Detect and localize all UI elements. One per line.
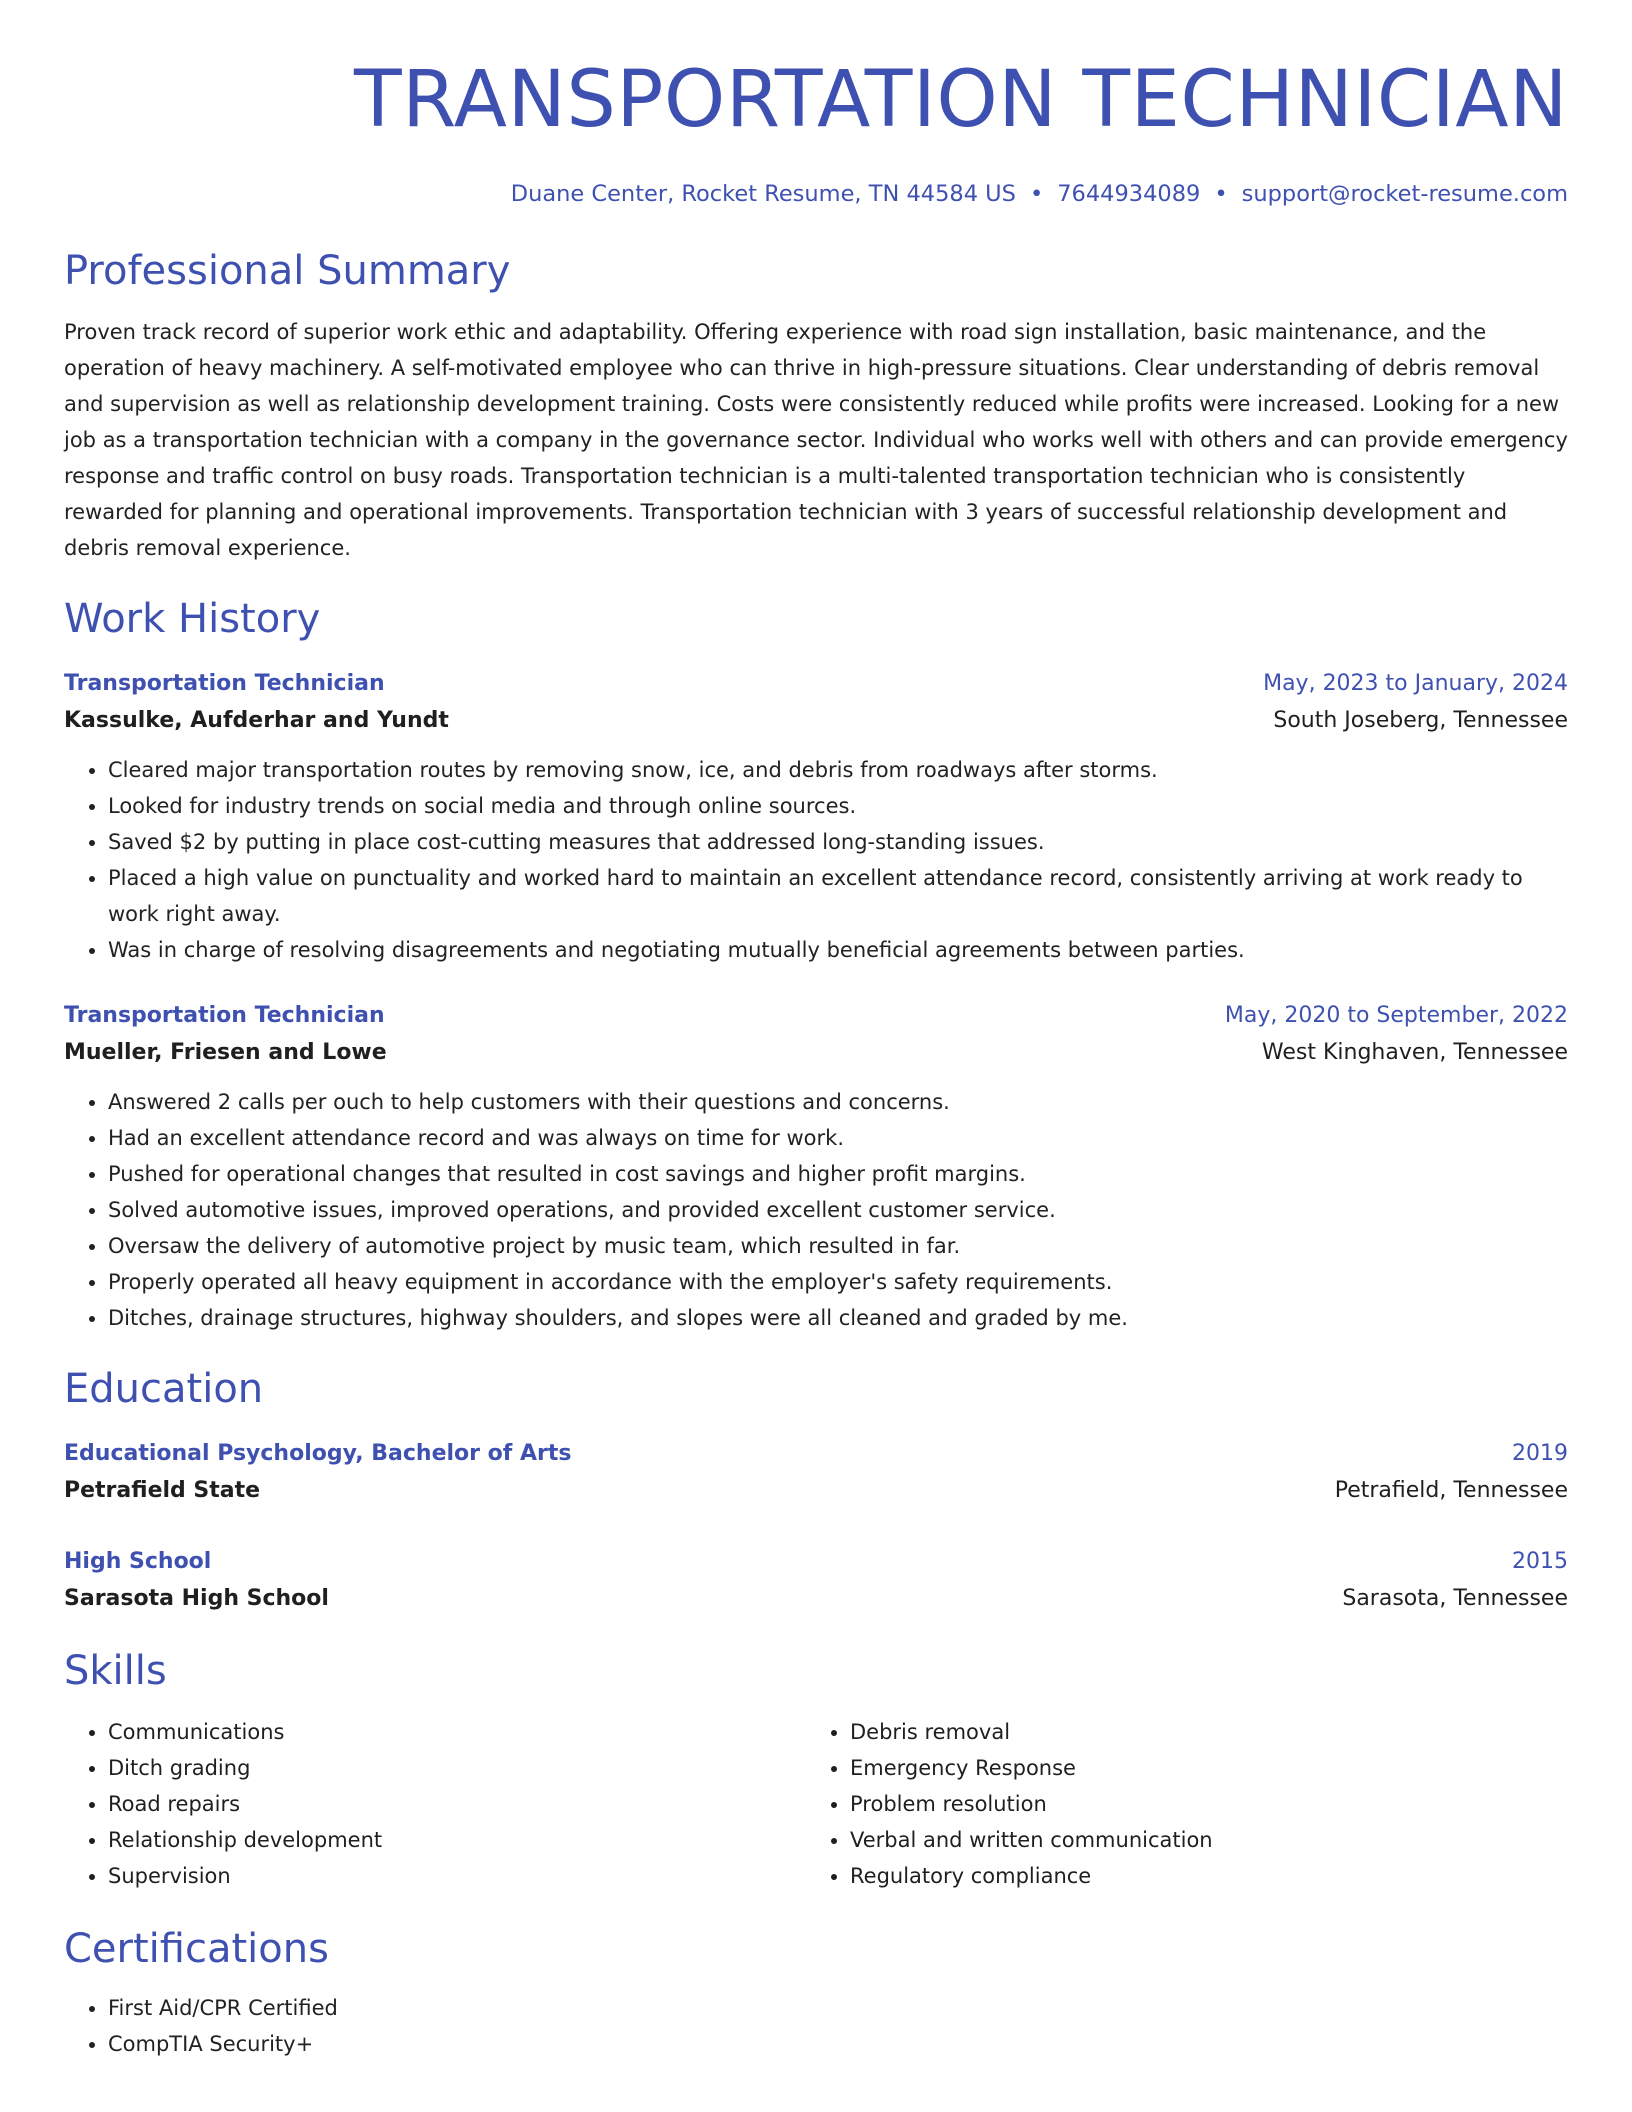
skill-item: • Debris removal: [850, 1714, 1548, 1750]
job-role: Transportation Technician: [64, 1003, 385, 1028]
work-history-heading: Work History: [64, 596, 321, 642]
education-year: 2019: [1512, 1441, 1568, 1466]
skill-item: • Problem resolution: [850, 1786, 1548, 1822]
skill-item: • Regulatory compliance: [850, 1858, 1548, 1894]
education-entry: [64, 1544, 1568, 1618]
skill-item: • Verbal and written communication: [850, 1822, 1548, 1858]
contact-email[interactable]: support@rocket-resume.com: [1241, 181, 1568, 207]
education-section: [64, 1364, 1568, 1618]
education-location: Petrafield, Tennessee: [1334, 1478, 1568, 1503]
skills-column-left: [64, 1714, 806, 1894]
job-entry: [64, 666, 1568, 968]
job-entry: [64, 998, 1568, 1336]
summary-heading: Professional Summary: [64, 248, 511, 294]
contact-address: Duane Center, Rocket Resume, TN 44584 US: [510, 181, 1016, 207]
skills-column-right: [806, 1714, 1548, 1894]
summary-text: Proven track record of superior work ethic and adaptability. Offering experience with road sign installation, basic maintenance, and the operation of heavy machinery. A self-motivated employee who can thrive in high-pressure situations. Clear understanding of debris removal and supervision as well as relationship development training. Costs were consistently reduced while profits were increased. Looking for a new job as a transportation technician with a company in the governance sector. Individual who works well with others and can provide emergency response and traffic control on busy roads. Transportation technician is a multi-talented transportation technician who is consistently rewarded for planning and operational improvements. Transportation technician with 3 years of successful relationship development and debris removal experience.: [64, 320, 1568, 560]
candidate-title: TRANSPORTATION TECHNICIAN: [354, 55, 1568, 145]
education-school: Sarasota High School: [64, 1586, 329, 1611]
skill-item: • Ditch grading: [108, 1750, 806, 1786]
certifications-list: [64, 1990, 1568, 2062]
job-bullets: [64, 752, 1568, 968]
job-bullet: • Solved automotive issues, improved operations, and provided excellent customer service.: [108, 1192, 1568, 1228]
certifications-section: [64, 1924, 1568, 2062]
contact-line: [64, 178, 1568, 210]
job-bullet: • Properly operated all heavy equipment in accordance with the employer's safety requirements.: [108, 1264, 1568, 1300]
contact-phone: 7644934089: [1057, 181, 1201, 207]
education-entry: [64, 1436, 1568, 1510]
job-bullet: • Ditches, drainage structures, highway shoulders, and slopes were all cleaned and graded by me.: [108, 1300, 1568, 1336]
job-dates: May, 2023 to January, 2024: [1263, 671, 1568, 696]
skill-item: • Supervision: [108, 1858, 806, 1894]
job-bullet: • Answered 2 calls per ouch to help customers with their questions and concerns.: [108, 1084, 1568, 1120]
job-bullet: • Was in charge of resolving disagreements and negotiating mutually beneficial agreements between parties.: [108, 932, 1568, 968]
skills-grid: [64, 1714, 1568, 1894]
job-bullet: • Saved $2 by putting in place cost-cutting measures that addressed long-standing issues.: [108, 824, 1568, 860]
resume-header: [64, 0, 1568, 210]
job-dates: May, 2020 to September, 2022: [1224, 1003, 1568, 1028]
job-bullet: • Had an excellent attendance record and was always on time for work.: [108, 1120, 1568, 1156]
education-degree: Educational Psychology, Bachelor of Arts: [64, 1441, 572, 1466]
job-bullet: • Oversaw the delivery of automotive project by music team, which resulted in far.: [108, 1228, 1568, 1264]
skills-heading: Skills: [64, 1648, 167, 1694]
contact-separator: •: [1029, 181, 1044, 207]
certifications-heading: Certifications: [64, 1926, 329, 1972]
job-bullet: • Looked for industry trends on social media and through online sources.: [108, 788, 1568, 824]
certification-item: • First Aid/CPR Certified: [108, 1990, 1568, 2026]
job-location: South Joseberg, Tennessee: [1273, 708, 1568, 733]
job-company: Mueller, Friesen and Lowe: [64, 1040, 387, 1065]
contact-separator: •: [1214, 181, 1228, 207]
education-heading: Education: [64, 1366, 264, 1412]
skills-section: [64, 1646, 1568, 1894]
job-role: Transportation Technician: [64, 671, 385, 696]
job-bullet: • Pushed for operational changes that resulted in cost savings and higher profit margins.: [108, 1156, 1568, 1192]
job-bullets: [64, 1084, 1568, 1336]
job-bullet: • Placed a high value on punctuality and worked hard to maintain an excellent attendance record, consistently arriving at work ready to work right away.: [108, 860, 1568, 932]
summary-section: [64, 246, 1568, 566]
education-year: 2015: [1512, 1549, 1568, 1574]
certification-item: • CompTIA Security+: [108, 2026, 1568, 2062]
job-location: West Kinghaven, Tennessee: [1261, 1040, 1568, 1065]
skill-item: • Communications: [108, 1714, 806, 1750]
skill-item: • Emergency Response: [850, 1750, 1548, 1786]
work-history-section: [64, 594, 1568, 1336]
job-bullet: • Cleared major transportation routes by removing snow, ice, and debris from roadways after storms.: [108, 752, 1568, 788]
skill-item: • Relationship development: [108, 1822, 806, 1858]
education-school: Petrafield State: [64, 1478, 261, 1503]
skill-item: • Road repairs: [108, 1786, 806, 1822]
job-company: Kassulke, Aufderhar and Yundt: [64, 708, 449, 733]
education-degree: High School: [64, 1549, 212, 1574]
education-location: Sarasota, Tennessee: [1342, 1586, 1568, 1611]
